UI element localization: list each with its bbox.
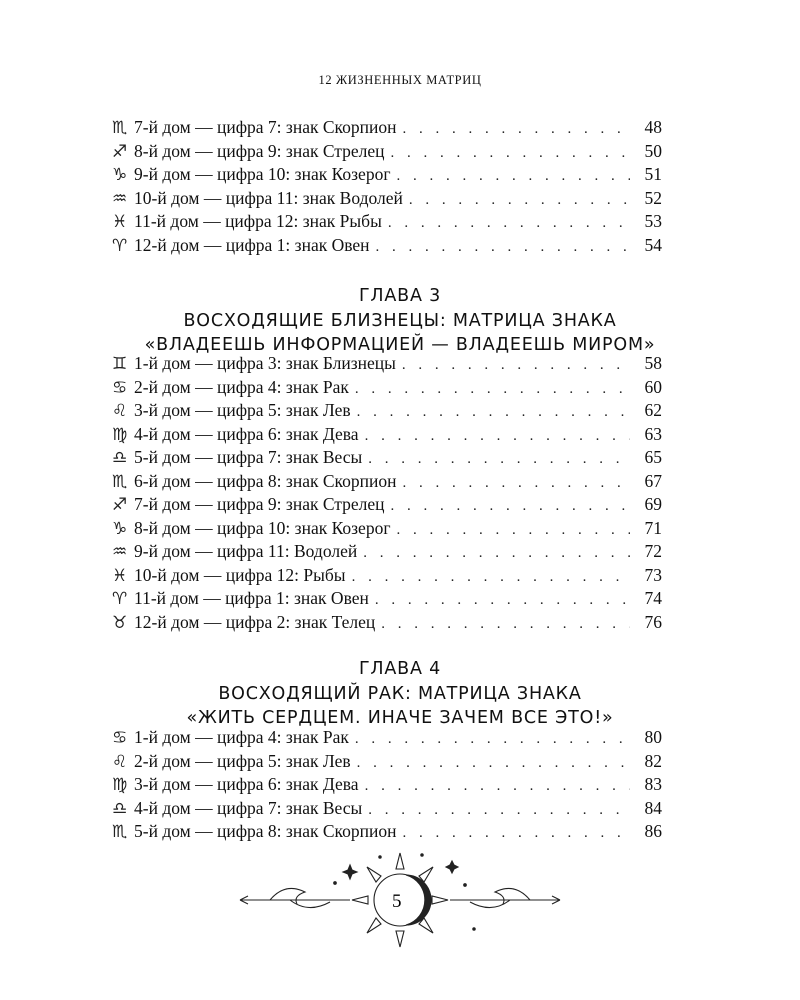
scorpio-icon: ♏ bbox=[112, 118, 128, 138]
toc-list-chapter-3 bbox=[112, 353, 662, 635]
dot-leader bbox=[368, 802, 630, 819]
toc-entry[interactable] bbox=[112, 588, 662, 612]
dot-leader bbox=[381, 616, 630, 633]
toc-entry[interactable] bbox=[112, 612, 662, 636]
dot-leader bbox=[357, 755, 630, 772]
chapter-3-heading bbox=[0, 284, 800, 358]
chapter-title: ВОСХОДЯЩИЕ БЛИЗНЕЦЫ: МАТРИЦА ЗНАКА bbox=[183, 310, 617, 331]
toc-entry[interactable] bbox=[112, 798, 662, 822]
toc-entry-label: 3-й дом — цифра 6: знак Дева bbox=[134, 774, 359, 794]
toc-entry-page: 58 bbox=[644, 353, 662, 373]
toc-list-chapter-4 bbox=[112, 727, 662, 845]
virgo-icon: ♍ bbox=[112, 775, 128, 795]
chapter-subtitle: «ЖИТЬ СЕРДЦЕМ. ИНАЧЕ ЗАЧЕМ ВСЕ ЭТО!» bbox=[186, 708, 614, 728]
toc-entry-page: 72 bbox=[644, 541, 662, 561]
aquarius-icon: ♒ bbox=[112, 542, 128, 562]
libra-icon: ♎ bbox=[112, 448, 128, 468]
toc-entry-label: 3-й дом — цифра 5: знак Лев bbox=[134, 400, 351, 420]
scorpio-icon: ♏ bbox=[112, 471, 128, 492]
toc-entry[interactable] bbox=[112, 471, 662, 495]
toc-entry[interactable] bbox=[112, 727, 662, 751]
scorpio-icon: ♏ bbox=[112, 822, 128, 842]
toc-entry[interactable] bbox=[112, 518, 662, 542]
toc-entry-page: 48 bbox=[644, 117, 662, 137]
toc-entry-page: 65 bbox=[644, 447, 662, 467]
toc-entry-page: 50 bbox=[644, 140, 662, 161]
toc-entry[interactable] bbox=[112, 424, 662, 448]
chapter-title: ВОСХОДЯЩИЙ РАК: МАТРИЦА ЗНАКА bbox=[218, 683, 582, 704]
dot-leader bbox=[363, 545, 630, 562]
cancer-icon: ♋ bbox=[112, 377, 128, 398]
toc-entry-label: 10-й дом — цифра 11: знак Водолей bbox=[134, 187, 403, 208]
toc-entry-page: 62 bbox=[644, 400, 662, 420]
toc-entry[interactable] bbox=[112, 235, 662, 259]
dot-leader bbox=[388, 215, 630, 232]
toc-entry[interactable] bbox=[112, 774, 662, 798]
dot-leader bbox=[409, 192, 630, 209]
dot-leader bbox=[402, 475, 630, 492]
sagittarius-icon: ♐ bbox=[112, 141, 128, 162]
toc-entry[interactable] bbox=[112, 377, 662, 401]
dot-leader bbox=[355, 731, 630, 748]
dot-leader bbox=[357, 404, 630, 421]
chapter-4-heading bbox=[0, 657, 800, 731]
toc-entry[interactable] bbox=[112, 494, 662, 518]
dot-leader bbox=[391, 498, 630, 515]
toc-entry-page: 80 bbox=[644, 727, 662, 747]
toc-entry[interactable] bbox=[112, 565, 662, 589]
toc-entry-label: 2-й дом — цифра 5: знак Лев bbox=[134, 750, 351, 771]
toc-entry-label: 5-й дом — цифра 7: знак Весы bbox=[134, 447, 363, 467]
toc-entry-label: 4-й дом — цифра 7: знак Весы bbox=[134, 797, 363, 818]
pisces-icon: ♓ bbox=[112, 212, 128, 232]
toc-list-top bbox=[112, 117, 662, 258]
cancer-icon: ♋ bbox=[112, 728, 128, 748]
leo-icon: ♌ bbox=[112, 401, 128, 421]
virgo-icon: ♍ bbox=[112, 424, 128, 445]
toc-entry-page: 73 bbox=[644, 564, 662, 585]
toc-entry-page: 71 bbox=[644, 517, 662, 538]
dot-leader bbox=[402, 357, 630, 374]
running-head: 12 ЖИЗНЕННЫХ МАТРИЦ bbox=[318, 73, 482, 87]
sun-moon-ornament-icon bbox=[230, 845, 570, 955]
toc-entry-page: 86 bbox=[644, 821, 662, 841]
toc-entry-label: 11-й дом — цифра 1: знак Овен bbox=[134, 588, 369, 608]
toc-entry-page: 76 bbox=[644, 611, 662, 632]
toc-entry-page: 69 bbox=[644, 494, 662, 514]
capricorn-icon: ♑ bbox=[112, 518, 128, 539]
toc-entry-page: 74 bbox=[644, 588, 662, 608]
toc-entry[interactable] bbox=[112, 447, 662, 471]
toc-entry[interactable] bbox=[112, 353, 662, 377]
aries-icon: ♈ bbox=[112, 235, 128, 256]
toc-entry-label: 2-й дом — цифра 4: знак Рак bbox=[134, 376, 349, 397]
dot-leader bbox=[397, 168, 631, 185]
toc-entry[interactable] bbox=[112, 541, 662, 565]
dot-leader bbox=[355, 381, 630, 398]
sagittarius-icon: ♐ bbox=[112, 495, 128, 515]
toc-entry-label: 6-й дом — цифра 8: знак Скорпион bbox=[134, 470, 397, 491]
dot-leader bbox=[365, 778, 630, 795]
toc-entry-page: 83 bbox=[644, 774, 662, 794]
toc-entry[interactable] bbox=[112, 117, 662, 141]
dot-leader bbox=[402, 121, 630, 138]
toc-entry-page: 52 bbox=[644, 187, 662, 208]
toc-entry[interactable] bbox=[112, 400, 662, 424]
toc-entry-label: 10-й дом — цифра 12: Рыбы bbox=[134, 564, 346, 585]
chapter-number: ГЛАВА 4 bbox=[358, 659, 442, 679]
taurus-icon: ♉ bbox=[112, 612, 128, 633]
toc-entry-label: 9-й дом — цифра 10: знак Козерог bbox=[134, 164, 391, 184]
pisces-icon: ♓ bbox=[112, 565, 128, 586]
leo-icon: ♌ bbox=[112, 751, 128, 772]
toc-entry-label: 11-й дом — цифра 12: знак Рыбы bbox=[134, 211, 382, 231]
toc-entry-label: 12-й дом — цифра 1: знак Овен bbox=[134, 234, 370, 255]
toc-entry-page: 63 bbox=[644, 423, 662, 444]
chapter-number: ГЛАВА 3 bbox=[358, 286, 442, 306]
toc-entry-page: 60 bbox=[644, 376, 662, 397]
dot-leader bbox=[376, 239, 630, 256]
toc-entry-label: 4-й дом — цифра 6: знак Дева bbox=[134, 423, 359, 444]
aries-icon: ♈ bbox=[112, 589, 128, 609]
toc-entry-page: 82 bbox=[644, 750, 662, 771]
dot-leader bbox=[397, 522, 631, 539]
libra-icon: ♎ bbox=[112, 798, 128, 819]
toc-entry-label: 7-й дом — цифра 7: знак Скорпион bbox=[134, 117, 397, 137]
dot-leader bbox=[391, 145, 630, 162]
dot-leader bbox=[375, 592, 630, 609]
toc-entry-label: 5-й дом — цифра 8: знак Скорпион bbox=[134, 821, 397, 841]
toc-entry-page: 84 bbox=[644, 797, 662, 818]
toc-entry[interactable] bbox=[112, 188, 662, 212]
toc-entry-label: 9-й дом — цифра 11: Водолей bbox=[134, 541, 358, 561]
toc-entry-label: 8-й дом — цифра 10: знак Козерог bbox=[134, 517, 391, 538]
toc-entry-label: 1-й дом — цифра 4: знак Рак bbox=[134, 727, 349, 747]
dot-leader bbox=[352, 569, 630, 586]
toc-entry[interactable] bbox=[112, 141, 662, 165]
toc-entry-label: 1-й дом — цифра 3: знак Близнецы bbox=[134, 353, 396, 373]
dot-leader bbox=[368, 451, 630, 468]
aquarius-icon: ♒ bbox=[112, 188, 128, 209]
dot-leader bbox=[402, 825, 630, 842]
toc-entry-label: 7-й дом — цифра 9: знак Стрелец bbox=[134, 494, 385, 514]
toc-entry-page: 67 bbox=[644, 470, 662, 491]
dot-leader bbox=[365, 428, 630, 445]
toc-entry[interactable] bbox=[112, 164, 662, 188]
toc-entry-label: 8-й дом — цифра 9: знак Стрелец bbox=[134, 140, 385, 161]
toc-entry[interactable] bbox=[112, 211, 662, 235]
capricorn-icon: ♑ bbox=[112, 165, 128, 185]
toc-entry-page: 51 bbox=[644, 164, 662, 184]
toc-entry[interactable] bbox=[112, 821, 662, 845]
toc-entry-label: 12-й дом — цифра 2: знак Телец bbox=[134, 611, 376, 632]
page-number: 5 bbox=[392, 891, 402, 912]
toc-entry-page: 54 bbox=[644, 234, 662, 255]
toc-entry[interactable] bbox=[112, 751, 662, 775]
chapter-subtitle: «ВЛАДЕЕШЬ ИНФОРМАЦИЕЙ — ВЛАДЕЕШЬ МИРОМ» bbox=[144, 335, 656, 355]
toc-entry-page: 53 bbox=[644, 211, 662, 231]
gemini-icon: ♊ bbox=[112, 354, 128, 374]
